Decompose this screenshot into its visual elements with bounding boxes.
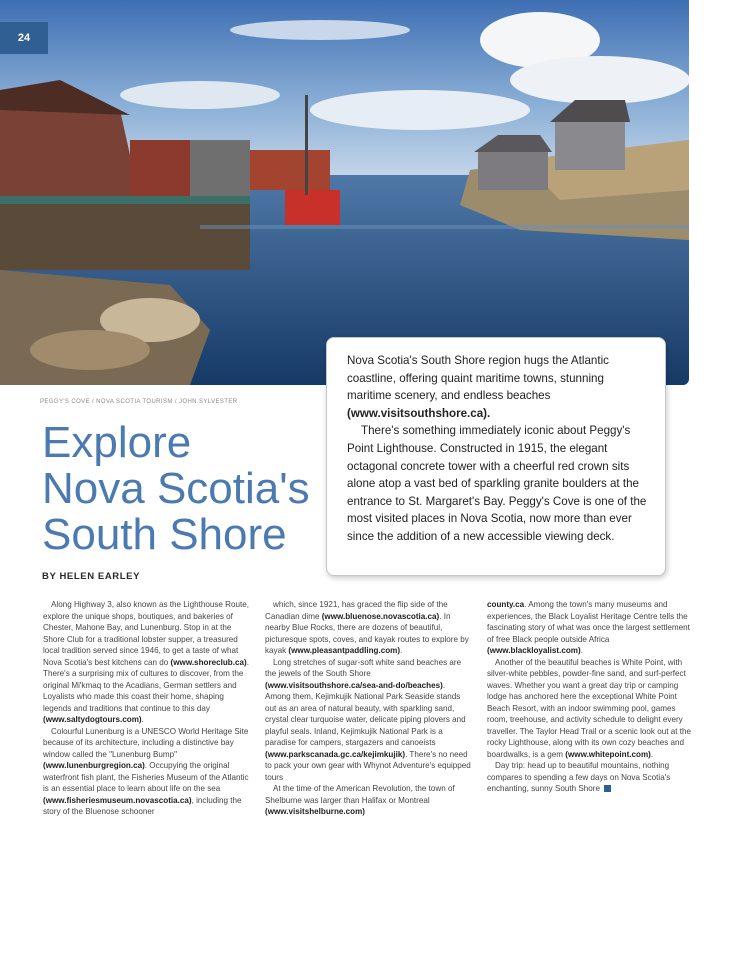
title-line: South Shore <box>42 510 287 559</box>
intro-callout <box>326 337 666 576</box>
body-text: At the time of the American Revolution, the town of Shelburne was larger than Halifax or Montreal <box>265 784 455 805</box>
photo-caption: PEGGY'S COVE / NOVA SCOTIA TOURISM / JOHN SYLVESTER <box>40 399 238 405</box>
body-text: . There's a surprising mix of cultures to discover, from the original Mi'kmaq to the Acadians, German settlers and Loyalists who made this coast their home, shaping legends and traditions that continue to this day <box>43 657 249 713</box>
web-link[interactable]: (www.visitsouthshore.ca/sea-and-do/beaches) <box>265 680 443 690</box>
body-text: Colourful Lunenburg is a UNESCO World Heritage Site because of its architecture, including a distinctive bay window called the "Lunenburg Bump" <box>43 726 249 759</box>
column-3 <box>487 599 693 818</box>
body-text: . <box>141 715 144 724</box>
body-text: which, since 1921, has graced the flip side of the Canadian dime <box>265 600 448 621</box>
body-text: Day trip: head up to beautiful mountains, nothing compares to spending a few days on Nova Scotia's enchanting, sunny South Shore <box>487 761 671 793</box>
hero-photo <box>0 0 689 385</box>
byline: BY HELEN EARLEY <box>42 571 141 582</box>
column-2 <box>265 599 471 818</box>
callout-link[interactable]: (www.visitsouthshore.ca). <box>347 406 491 420</box>
web-link[interactable]: county.ca <box>487 600 525 609</box>
body-paragraph <box>43 599 249 726</box>
body-text: . <box>580 646 583 655</box>
body-text: . Among them, Kejimkujik National Park Seaside stands out as an area of natural beauty, with sparkling sand, crystal clear turquoise water, delicate piping plovers and playful seals. Inland, Kejimkujik National Park is a paradise for campers, stargazers and canoeists <box>265 680 466 747</box>
body-paragraph <box>487 657 693 761</box>
body-paragraph <box>487 760 693 795</box>
body-text: . Occupying the original waterfront fish plant, the Fisheries Museum of the Atlantic is an essential place to learn about life on the sea <box>43 761 249 793</box>
body-text: Another of the beautiful beaches is White Point, with silver-white pebbles, powder-fine sand, and surf-perfect waves. Whether you want a great day trip or camping lodge has anchored here the exceptional White Point Beach Resort, with an indoor swimming pool, games room, treehouse, and activity schedule to delight every traveller. The Taylor Head Trail or a scenic look out at the rocky Lighthouse, along with its own cozy beaches and boardwalks, is a gem <box>487 657 691 759</box>
web-link[interactable]: (www.shoreclub.ca) <box>170 657 247 667</box>
web-link[interactable]: (www.lunenburgregion.ca) <box>43 761 145 770</box>
body-text: . In nearby Blue Rocks, there are dozens of beautiful, picturesque spots, coves, and kayak routes to explore by kayak <box>265 611 469 655</box>
body-text: Along Highway 3, also known as the Lighthouse Route, explore the unique shops, boutiques, and bakeries of Chester, Mahone Bay, and Lunenburg. Stop in at the Shore Club for a traditional lobster supper, a treasured local tradition served since 1946, to get a taste of what Nova Scotia's best kitchens can do <box>43 600 249 667</box>
callout-text: Nova Scotia's South Shore region hugs the Atlantic coastline, offering quaint maritime towns, stunning maritime scenery, and endless beaches <box>347 354 609 403</box>
body-paragraph <box>265 657 471 784</box>
web-link[interactable]: (www.blackloyalist.com) <box>487 646 581 655</box>
body-text: . <box>650 749 654 759</box>
body-text: . Among the town's many museums and experiences, the Black Loyalist Heritage Centre tells the fascinating story of what was once the largest settlement of free Black people outside Africa <box>487 600 690 644</box>
body-paragraph <box>265 599 471 657</box>
body-paragraph <box>265 783 471 818</box>
body-paragraph <box>487 599 693 657</box>
body-columns <box>43 599 693 818</box>
title-line: Nova Scotia's <box>42 464 310 513</box>
title-line: Explore <box>42 418 192 467</box>
web-link[interactable]: (www.whitepoint.com) <box>565 749 651 759</box>
callout-paragraph: There's something immediately iconic about Peggy's Point Lighthouse. Constructed in 1915, the elegant octagonal concrete tower with a cheerful red crown sits alone atop a vast bed of sparkling granite boulders at the entrance to St. Margaret's Bay. Peggy's Cove is one of the most visited places in Nova Scotia, now more than ever since the addition of a new accessible viewing deck. <box>347 424 647 543</box>
peggys-cove-photo <box>0 0 689 385</box>
web-link[interactable]: (www.fisheriesmuseum.novascotia.ca) <box>43 795 192 805</box>
body-paragraph <box>43 726 249 818</box>
web-link[interactable]: (www.visitshelburne.com) <box>265 807 365 816</box>
web-link[interactable]: (www.saltydogtours.com) <box>43 715 142 724</box>
column-1 <box>43 599 249 818</box>
body-text: . There's no need to pack your own gear with Whynot Adventure's equipped tours <box>265 749 471 782</box>
article-title <box>42 420 332 558</box>
web-link[interactable]: (www.pleasantpaddling.com) <box>288 646 401 655</box>
end-of-article-icon <box>604 785 611 792</box>
body-text: Long stretches of sugar-soft white sand beaches are the jewels of the South Shore <box>265 657 462 678</box>
body-text: . <box>400 646 403 655</box>
body-text: , including the story of the Bluenose schooner <box>43 795 242 816</box>
web-link[interactable]: (www.bluenose.novascotia.ca) <box>321 611 440 621</box>
callout-paragraph <box>347 352 649 422</box>
page-number-badge: 24 <box>0 22 48 54</box>
web-link[interactable]: (www.parkscanada.gc.ca/kejimkujik) <box>265 749 406 759</box>
